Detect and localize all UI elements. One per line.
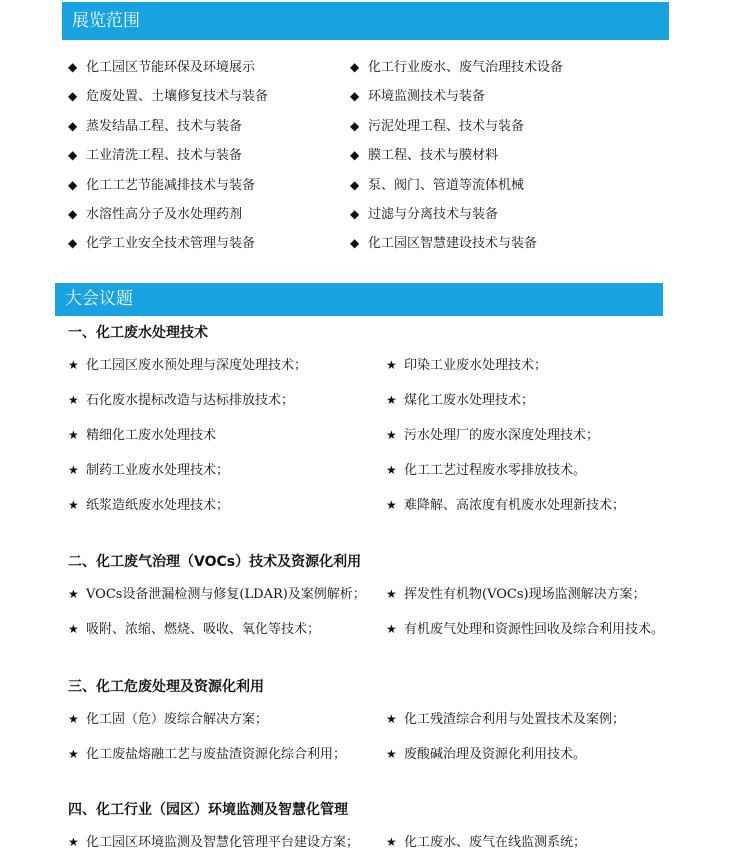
list-item	[350, 117, 524, 136]
list-item-text: 有机废气处理和资源性回收及综合利用技术。	[404, 622, 665, 637]
list-item-text: 化工园区废水预处理与深度处理技术；	[86, 358, 308, 373]
diamond-bullet-icon: ◆	[350, 236, 360, 251]
list-item	[350, 176, 524, 195]
list-item-text: 污泥处理工程、技术与装备	[368, 118, 525, 134]
list-item	[350, 146, 498, 165]
list-item-text: 废酸碱治理及资源化利用技术。	[404, 747, 587, 762]
list-item	[350, 234, 537, 253]
star-bullet-icon: ★	[386, 835, 397, 849]
list-item	[386, 391, 534, 410]
star-bullet-icon: ★	[68, 622, 79, 636]
diamond-bullet-icon: ◆	[68, 177, 78, 192]
star-bullet-icon: ★	[68, 587, 79, 601]
list-item	[386, 496, 625, 515]
star-bullet-icon: ★	[68, 712, 79, 726]
star-bullet-icon: ★	[68, 498, 79, 512]
list-item-text: 化工残渣综合利用与处置技术及案例；	[404, 712, 626, 727]
list-item-text: 化工工艺过程废水零排放技术。	[404, 463, 587, 478]
list-item-text: 泵、阀门、管道等流体机械	[368, 177, 525, 193]
list-item	[68, 461, 229, 480]
list-item	[386, 833, 586, 852]
list-item	[386, 585, 646, 604]
list-item	[68, 745, 346, 764]
star-bullet-icon: ★	[386, 393, 397, 407]
list-item-text: 制药工业废水处理技术；	[86, 463, 230, 478]
star-bullet-icon: ★	[68, 835, 79, 849]
diamond-bullet-icon: ◆	[350, 118, 360, 133]
section-heading: 四、化工行业（园区）环境监测及智慧化管理	[68, 802, 348, 818]
list-item	[386, 620, 664, 639]
list-item	[386, 356, 547, 375]
list-item	[68, 496, 229, 515]
list-item-text: 吸附、浓缩、燃烧、吸收、氧化等技术；	[86, 622, 321, 637]
star-bullet-icon: ★	[68, 463, 79, 477]
list-item-text: 石化废水提标改造与达标排放技术；	[86, 393, 295, 408]
list-item	[386, 426, 599, 445]
list-item-text: 煤化工废水处理技术；	[404, 393, 535, 408]
list-item-text: 挥发性有机物(VOCs)现场监测解决方案；	[404, 587, 646, 602]
list-item	[350, 87, 485, 106]
list-item	[68, 833, 359, 852]
list-item-text: 化工园区环境监测及智慧化管理平台建设方案；	[86, 835, 360, 850]
diamond-bullet-icon: ◆	[68, 148, 78, 163]
list-item-text: 环境监测技术与装备	[368, 89, 486, 105]
list-item-text: 化工行业废水、废气治理技术设备	[368, 60, 564, 75]
star-bullet-icon: ★	[386, 587, 397, 601]
list-item	[386, 710, 625, 729]
list-item-text: VOCs设备泄漏检测与修复(LDAR)及案例解析；	[86, 587, 366, 602]
star-bullet-icon: ★	[68, 428, 79, 442]
list-item	[350, 205, 498, 224]
star-bullet-icon: ★	[386, 358, 397, 372]
star-bullet-icon: ★	[386, 428, 397, 442]
list-item-text: 化工废水、废气在线监测系统；	[404, 835, 587, 850]
topics-banner: 大会议题	[55, 283, 663, 316]
star-bullet-icon: ★	[68, 393, 79, 407]
list-item-text: 过滤与分离技术与装备	[368, 207, 499, 222]
list-item-text: 蒸发结晶工程、技术与装备	[86, 118, 243, 134]
section-heading: 二、化工废气治理（VOCs）技术及资源化利用	[68, 554, 362, 570]
list-item-text: 纸浆造纸废水处理技术；	[86, 498, 230, 513]
list-item	[68, 176, 255, 195]
list-item	[68, 585, 366, 604]
list-item	[68, 205, 242, 224]
list-item-text: 化工园区节能环保及环境展示	[86, 60, 256, 75]
star-bullet-icon: ★	[68, 747, 79, 761]
list-item	[68, 391, 294, 410]
diamond-bullet-icon: ◆	[350, 60, 360, 74]
list-item-text: 精细化工废水处理技术	[86, 428, 217, 443]
star-bullet-icon: ★	[386, 712, 397, 726]
diamond-bullet-icon: ◆	[350, 207, 360, 221]
list-item	[386, 461, 586, 480]
list-item-text: 化工工艺节能减排技术与装备	[86, 177, 256, 193]
star-bullet-icon: ★	[68, 358, 79, 372]
list-item-text: 化工废盐熔融工艺与废盐渣资源化综合利用；	[86, 747, 347, 762]
star-bullet-icon: ★	[386, 498, 397, 512]
list-item	[68, 710, 268, 729]
diamond-bullet-icon: ◆	[68, 118, 78, 133]
diamond-bullet-icon: ◆	[68, 207, 78, 221]
list-item-text: 化工固（危）废综合解决方案；	[86, 712, 269, 727]
list-item	[68, 356, 307, 375]
list-item	[68, 58, 255, 77]
list-item	[68, 234, 255, 253]
diamond-bullet-icon: ◆	[350, 177, 360, 192]
diamond-bullet-icon: ◆	[68, 60, 78, 74]
list-item	[68, 146, 242, 165]
diamond-bullet-icon: ◆	[350, 89, 360, 104]
section-heading: 三、化工危废处理及资源化利用	[68, 679, 264, 695]
list-item-text: 印染工业废水处理技术；	[404, 358, 548, 373]
list-item-text: 化工园区智慧建设技术与装备	[368, 236, 538, 252]
list-item-text: 水溶性高分子及水处理药剂	[86, 207, 243, 222]
list-item	[68, 117, 242, 136]
list-item-text: 难降解、高浓度有机废水处理新技术；	[404, 498, 626, 513]
list-item-text: 污水处理厂的废水深度处理技术；	[404, 428, 600, 443]
list-item-text: 膜工程、技术与膜材料	[368, 148, 499, 164]
section-heading: 一、化工废水处理技术	[68, 325, 208, 341]
star-bullet-icon: ★	[386, 747, 397, 761]
list-item	[386, 745, 586, 764]
list-item-text: 工业清洗工程、技术与装备	[86, 148, 243, 164]
list-item-text: 化学工业安全技术管理与装备	[86, 236, 256, 252]
star-bullet-icon: ★	[386, 622, 397, 636]
list-item-text: 危废处置、土壤修复技术与装备	[86, 89, 269, 105]
list-item	[68, 87, 268, 106]
list-item	[68, 426, 216, 445]
list-item	[68, 620, 320, 639]
diamond-bullet-icon: ◆	[350, 148, 360, 163]
diamond-bullet-icon: ◆	[68, 236, 78, 251]
list-item	[350, 58, 563, 77]
scope-banner: 展览范围	[62, 2, 669, 40]
diamond-bullet-icon: ◆	[68, 89, 78, 104]
star-bullet-icon: ★	[386, 463, 397, 477]
